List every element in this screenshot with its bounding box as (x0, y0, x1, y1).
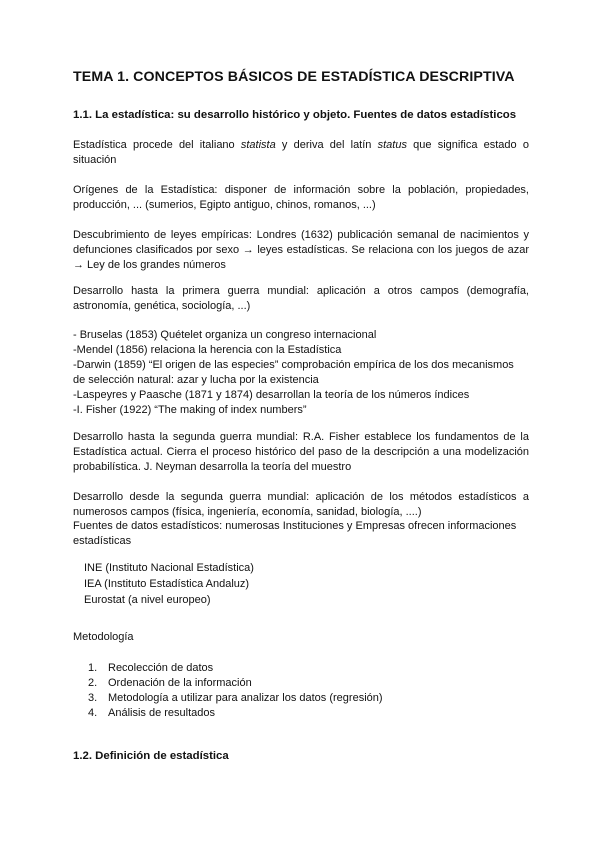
methodology-steps-list (88, 661, 383, 721)
institution-item: Eurostat (a nivel europeo) (84, 594, 211, 606)
paragraph-second-war: Desarrollo hasta la segunda guerra mundial: R.A. Fisher establece los fundamentos de la Estadística actual. Cierra el proceso histórico del paso de la descripción a una modelización probabilística. J. Neyman desarrolla la teoría del muestro (73, 431, 529, 473)
institution-item: INE (Instituto Nacional Estadística) (84, 562, 254, 574)
milestone-item: -I. Fisher (1922) “The making of index numbers” (73, 404, 307, 416)
milestone-item: -Darwin (1859) “El origen de las especies” comprobación empírica de los dos mecanismos (73, 359, 514, 371)
historical-milestones-list (73, 328, 533, 418)
methodology-label: Metodología (73, 631, 134, 643)
milestone-item: -Laspeyres y Paasche (1871 y 1874) desarrollan la teoría de los números índices (73, 389, 470, 401)
milestone-item: - Bruselas (1853) Quételet organiza un congreso internacional (73, 329, 377, 341)
etymology-text-c: y deriva del latín (275, 139, 378, 151)
methodology-step: 1. Recolección de datos (88, 662, 214, 674)
milestone-item: -Mendel (1856) relaciona la herencia con la Estadística (73, 344, 342, 356)
methodology-step: 3. Metodología a utilizar para analizar los datos (regresión) (88, 692, 383, 704)
section-heading-1-1: 1.1. La estadística: su desarrollo histórico y objeto. Fuentes de datos estadísticos (73, 109, 517, 121)
methodology-step: 4. Análisis de resultados (88, 707, 216, 719)
paragraph-empirical-laws: Descubrimiento de leyes empíricas: Londres (1632) publicación semanal de nacimientos y defunciones clasificados por sexo → leyes estadísticas. Se relaciona con los juegos de azar → Ley de los grandes números (73, 229, 529, 271)
milestone-item: de selección natural: azar y lucha por la existencia (73, 374, 319, 386)
etymology-term-statista: statista (240, 139, 276, 151)
institutions-list (84, 560, 254, 608)
paragraph-data-sources: Fuentes de datos estadísticos: numerosas Instituciones y Empresas ofrecen informaciones estadísticas (73, 520, 517, 547)
page-title: TEMA 1. CONCEPTOS BÁSICOS DE ESTADÍSTICA DESCRIPTIVA (73, 69, 515, 85)
etymology-text-e: que significa estado o situación (73, 139, 529, 166)
paragraph-post-war: Desarrollo desde la segunda guerra mundial: aplicación de los métodos estadísticos a numerosos campos (física, ingeniería, economía, sanidad, biología, ....) (73, 491, 529, 518)
paragraph-origins: Orígenes de la Estadística: disponer de información sobre la población, propiedades, producción, ... (sumerios, Egipto antiguo, chinos, romanos, ...) (73, 184, 529, 211)
institution-item: IEA (Instituto Estadística Andaluz) (84, 578, 250, 590)
methodology-step: 2. Ordenación de la información (88, 677, 252, 689)
section-heading-1-2: 1.2. Definición de estadística (73, 750, 229, 762)
paragraph-first-war: Desarrollo hasta la primera guerra mundial: aplicación a otros campos (demografía, astronomía, genética, sociología, ...) (73, 285, 529, 312)
paragraph-etymology (73, 138, 529, 168)
etymology-text-a: Estadística procede del italiano (73, 139, 241, 151)
etymology-term-status: status (377, 139, 407, 151)
